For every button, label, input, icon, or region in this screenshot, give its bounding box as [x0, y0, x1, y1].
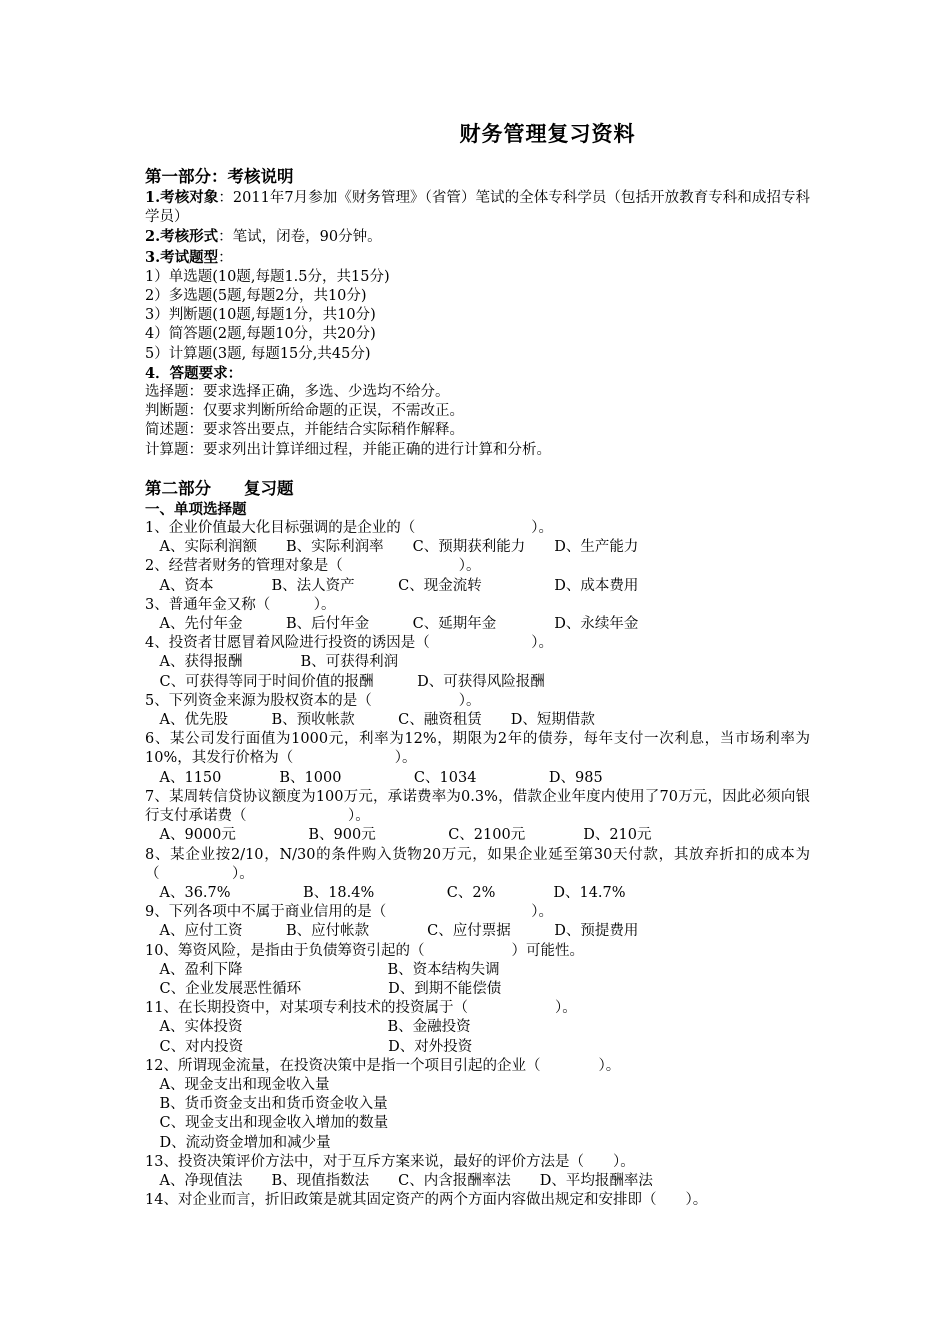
option-line: A、盈利下降 B、资本结构失调 [145, 961, 500, 978]
option-line: A、净现值法 B、现值指数法 C、内含报酬率法 D、平均报酬率法 [145, 1172, 653, 1189]
document-title: 财务管理复习资料 [459, 121, 636, 146]
option-line: D、流动资金增加和减少量 [145, 1134, 331, 1151]
option-line: A、实体投资 B、金融投资 [145, 1019, 471, 1036]
item-label: 1.考核对象 [145, 189, 219, 206]
item-label: 2.考核形式 [145, 228, 219, 246]
question-type-5: 5）计算题(3题, 每题15分,共45分) [145, 345, 371, 362]
option-line: A、现金支出和现金收入量 [145, 1076, 330, 1093]
item-text: ：笔试，闭卷，90分钟。 [218, 229, 382, 246]
option-line: A、实际利润额 B、实际利润率 C、预期获利能力 D、生产能力 [145, 539, 639, 556]
document-body [145, 166, 810, 1210]
question-line: 12、所谓现金流量，在投资决策中是指一个项目引起的企业（ ）。 [145, 1057, 621, 1074]
option-line: C、对内投资 D、对外投资 [145, 1038, 473, 1055]
exam-item-2 [145, 227, 810, 247]
exam-item-1 [145, 188, 810, 227]
requirement-3: 简述题：要求答出要点，并能结合实际稍作解释。 [145, 422, 464, 439]
question-type-2: 2）多选题(5题,每题2分，共10分) [145, 288, 367, 305]
option-line: A、获得报酬 B、可获得利润 [145, 654, 399, 671]
requirement-2: 判断题：仅要求判断所给命题的正误，不需改正。 [145, 403, 464, 420]
question-type-1: 1）单选题(10题,每题1.5分，共15分) [145, 268, 390, 285]
item-text: ：2011年7月参加《财务管理》（省管）笔试的全体专科学员（包括开放教育专科和成招专科学员） [145, 190, 811, 226]
requirement-4: 计算题：要求列出计算详细过程，并能正确的进行计算和分析。 [145, 441, 551, 458]
section-spacer [145, 460, 810, 478]
part1-heading: 第一部分：考核说明 [145, 167, 294, 186]
option-line: C、可获得等同于时间价值的报酬 D、可获得风险报酬 [145, 673, 545, 690]
option-line: A、36.7% B、18.4% C、2% D、14.7% [145, 884, 626, 901]
option-line: C、现金支出和现金收入增加的数量 [145, 1115, 389, 1132]
option-line: A、9000元 B、900元 C、2100元 D、210元 [145, 827, 652, 844]
exam-item-3 [145, 248, 810, 268]
option-line: B、货币资金支出和货币资金收入量 [145, 1096, 388, 1113]
option-line: A、先付年金 B、后付年金 C、延期年金 D、永续年金 [145, 616, 639, 633]
option-line: A、优先股 B、预收帐款 C、融资租赁 D、短期借款 [145, 712, 595, 729]
question-8: 8、某企业按2/10，N/30的条件购入货物20万元，如果企业延至第30天付款，其放弃折扣的成本为（ ）。 [145, 846, 810, 882]
question-line: 3、普通年金又称（ ）。 [145, 596, 336, 613]
question-6: 6、某公司发行面值为1000元，利率为12%，期限为2年的债券，每年支付一次利息，当市场利率为10%，其发行价格为（ ）。 [145, 731, 810, 767]
question-7: 7、某周转信贷协议额度为100万元，承诺费率为0.3%，借款企业年度内使用了70万元，因此必须向银行支付承诺费（ ）。 [145, 788, 810, 825]
option-line: C、企业发展恶性循环 D、到期不能偿债 [145, 980, 502, 997]
question-line: 1、企业价值最大化目标强调的是企业的（ ）。 [145, 520, 553, 537]
option-line: A、资本 B、法人资产 C、现金流转 D、成本费用 [145, 577, 639, 594]
question-line: 4、投资者甘愿冒着风险进行投资的诱因是（ ）。 [145, 635, 553, 652]
item-text: ： [218, 249, 233, 266]
question-line: 11、在长期投资中，对某项专利技术的投资属于（ ）。 [145, 1000, 577, 1017]
option-line: A、1150 B、1000 C、1034 D、985 [145, 769, 603, 786]
section-single-choice: 一、单项选择题 [145, 500, 247, 518]
question-type-4: 4）简答题(2题,每题10分，共20分) [145, 326, 376, 343]
question-14: 14、对企业而言，折旧政策是就其固定资产的两个方面内容做出规定和安排即（ ）。 [145, 1192, 708, 1209]
question-line: 10、筹资风险，是指由于负债筹资引起的（ ）可能性。 [145, 942, 584, 959]
part2-heading: 第二部分 复习题 [145, 478, 294, 498]
question-line: 13、投资决策评价方法中，对于互斥方案来说，最好的评价方法是（ ）。 [145, 1153, 635, 1170]
option-line: A、应付工资 B、应付帐款 C、应付票据 D、预提费用 [145, 923, 639, 940]
question-line: 5、下列资金来源为股权资本的是（ ）。 [145, 692, 481, 709]
question-line: 2、经营者财务的管理对象是（ ）。 [145, 558, 481, 575]
question-type-3: 3）判断题(10题,每题1分，共10分) [145, 307, 376, 324]
question-line: 9、下列各项中不属于商业信用的是（ ）。 [145, 904, 553, 921]
requirement-1: 选择题：要求选择正确，多选、少选均不给分。 [145, 384, 450, 401]
requirements-heading: 4．答题要求： [145, 364, 243, 382]
item-label: 3.考试题型 [145, 248, 219, 266]
